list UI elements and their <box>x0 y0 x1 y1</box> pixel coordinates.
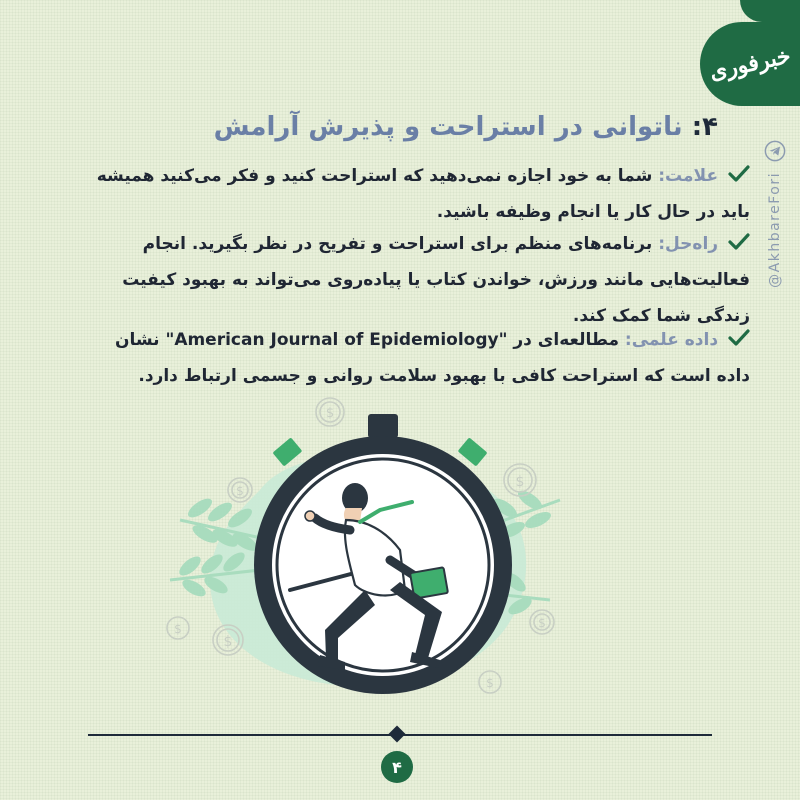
bullet-label: علامت: <box>658 166 719 186</box>
check-icon <box>728 328 750 348</box>
dollar-coin-icon <box>530 610 554 634</box>
svg-text:$: $ <box>223 634 233 650</box>
brand-logo-text: خبرفوری <box>707 42 793 86</box>
bullet-solution <box>80 226 750 334</box>
check-icon <box>728 164 750 184</box>
dollar-coin-icon <box>316 398 344 426</box>
social-handle <box>764 140 786 288</box>
dollar-coin-icon <box>213 625 243 655</box>
brand-logo <box>700 22 800 106</box>
svg-text:$: $ <box>538 616 546 630</box>
page-number: ۴ <box>381 751 413 783</box>
telegram-icon <box>764 140 786 162</box>
dollar-coin-icon <box>228 478 252 502</box>
svg-text:$: $ <box>236 484 244 498</box>
bullet-text: شما به خود اجازه نمی‌دهید که استراحت کنید و فکر می‌کنید همیشه باید در حال کار یا انجام وظیفه باشید. <box>96 166 750 222</box>
bullet-label: راه‌حل: <box>658 234 719 254</box>
dollar-coin-icon <box>167 617 189 639</box>
check-icon <box>728 232 750 252</box>
svg-text:$: $ <box>325 406 335 421</box>
divider-diamond <box>389 726 406 743</box>
dollar-coin-icon <box>479 671 501 693</box>
stopwatch-illustration <box>150 390 570 720</box>
corner-tab <box>740 0 800 22</box>
bullet-text: برنامه‌های منظم برای استراحت و تفریح در نظر بگیرید. انجام فعالیت‌هایی مانند ورزش، خواندن کتاب یا پیاده‌روی می‌تواند به بهبود کیفیت زندگی شما کمک کند. <box>122 234 750 326</box>
svg-text:$: $ <box>515 474 525 490</box>
handle-text: @AkhbareFori <box>767 172 783 288</box>
bullet-text: مطالعه‌ای در "American Journal of Epidemiology" نشان داده است که استراحت کافی با بهبود سلامت روانی و جسمی ارتباط دارد. <box>114 330 750 386</box>
bullet-symptom <box>80 158 750 230</box>
title-number: ۴: <box>691 112 718 142</box>
svg-text:$: $ <box>174 622 182 636</box>
bullet-science <box>80 322 750 394</box>
title-text: ناتوانی در استراحت و پذیرش آرامش <box>213 112 683 142</box>
svg-text:$: $ <box>486 676 494 690</box>
page-title <box>210 112 718 142</box>
bullet-label: داده علمی: <box>624 330 719 350</box>
dollar-coin-icon <box>504 464 536 496</box>
